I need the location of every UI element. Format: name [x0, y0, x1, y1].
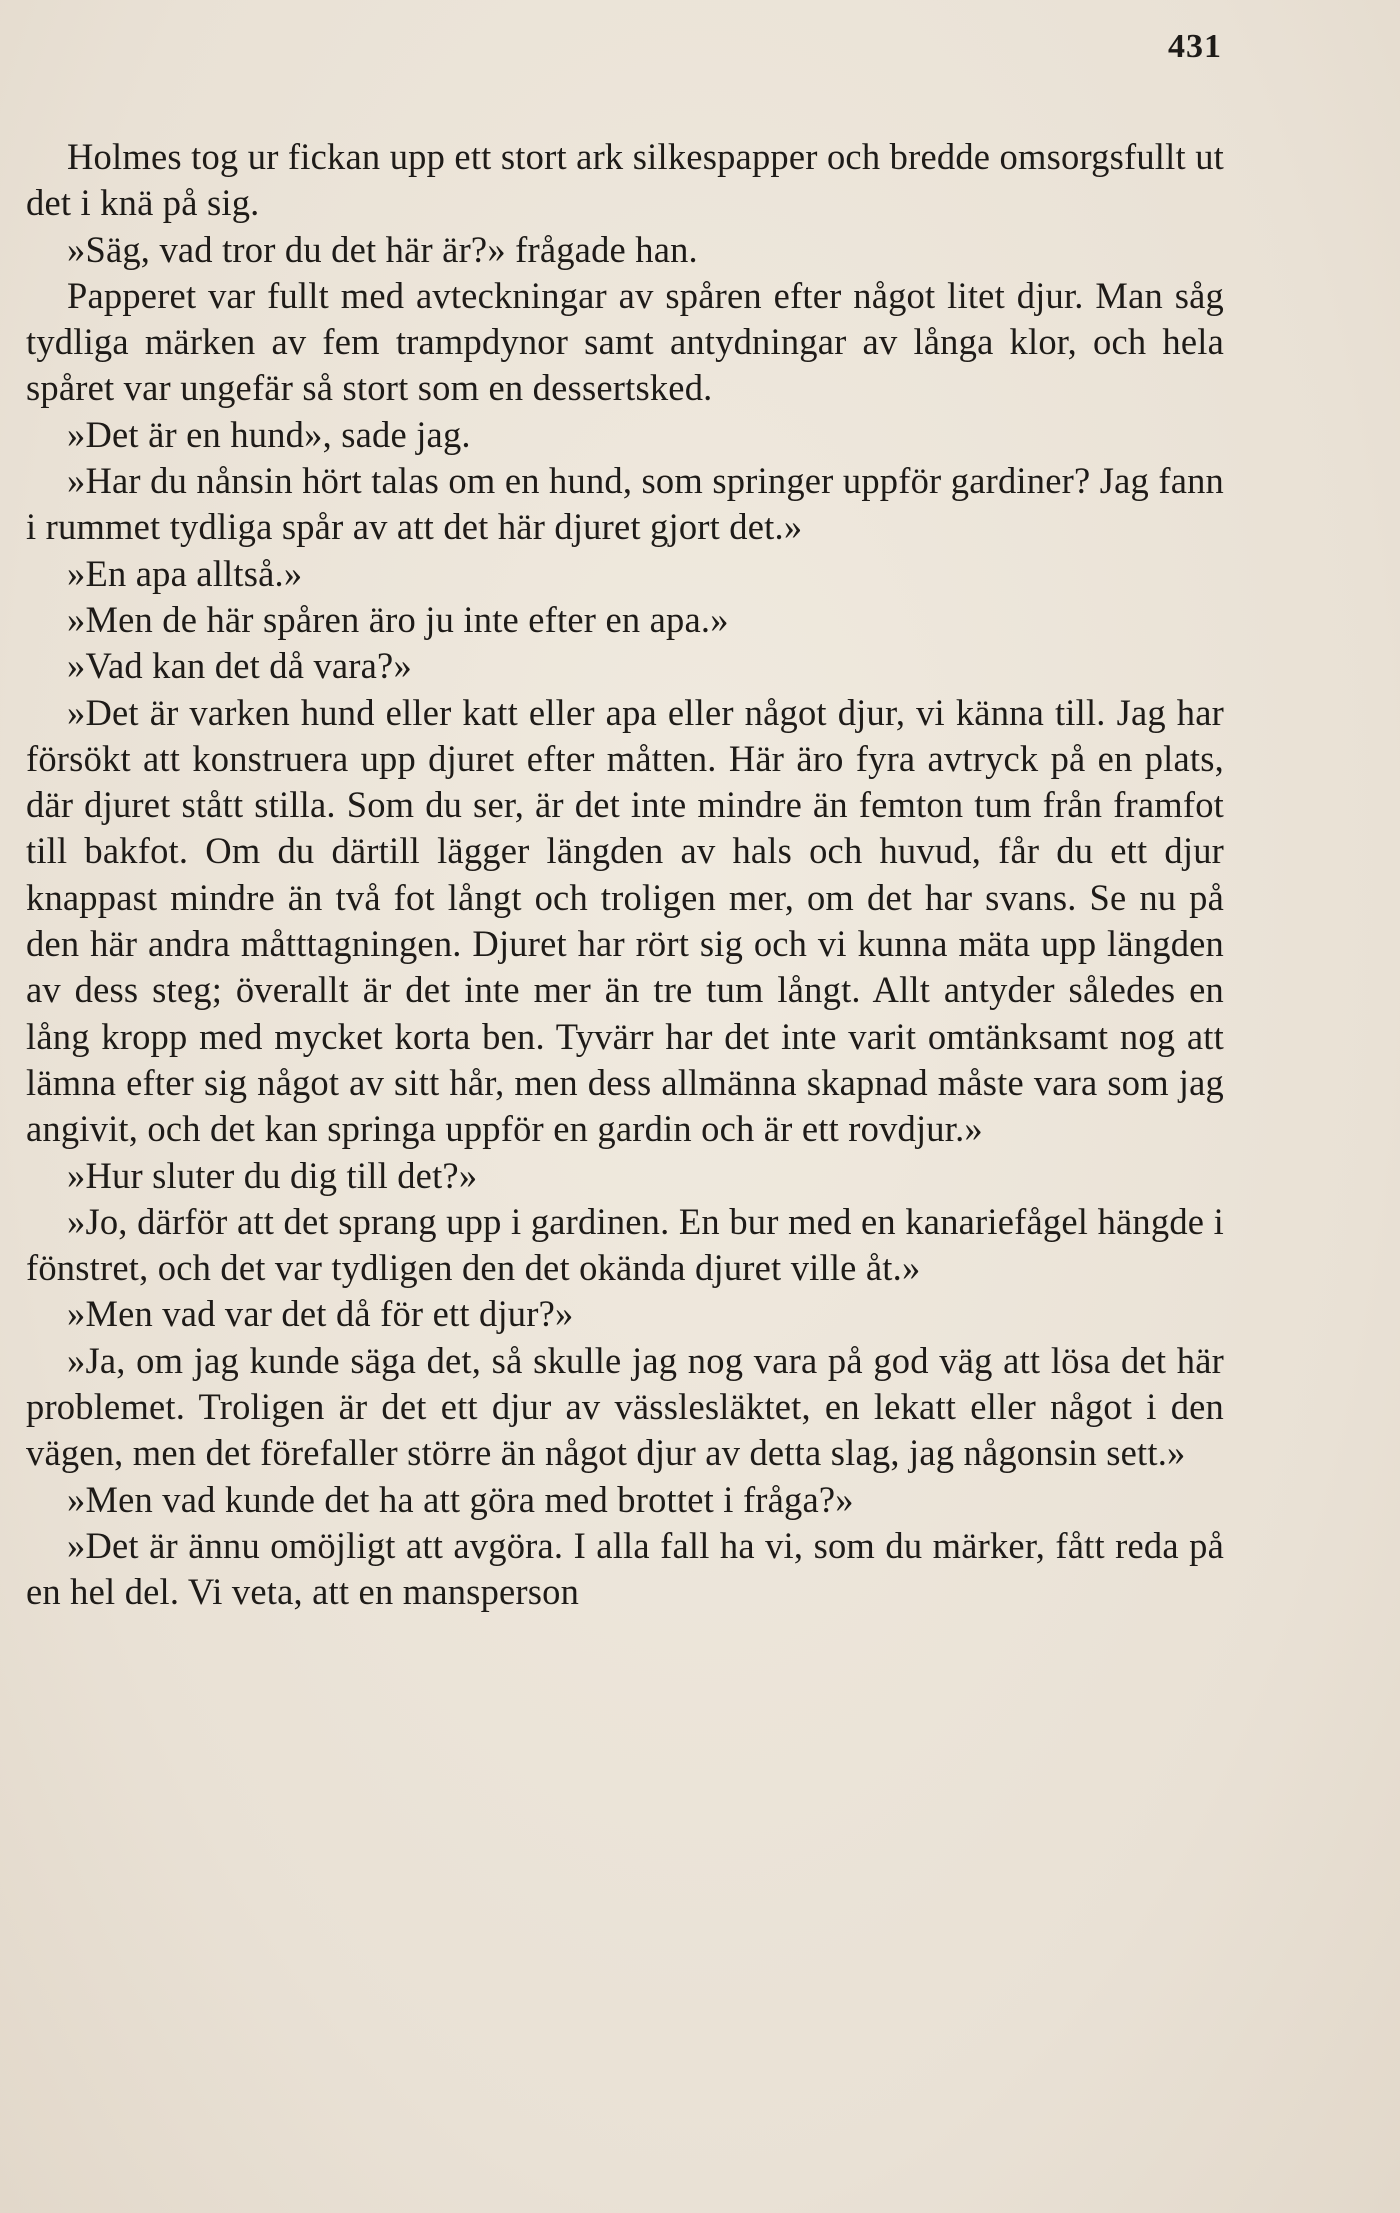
page-number: 431	[1168, 28, 1222, 65]
paragraph: »Jo, därför att det sprang upp i gardinen. En bur med en kanariefågel hängde i fönstret, och det var tydligen den det okända djuret ville åt.»	[26, 1200, 1224, 1289]
paragraph: »Hur sluter du dig till det?»	[67, 1154, 478, 1196]
paragraph: »Ja, om jag kunde säga det, så skulle jag nog vara på god väg att lösa det här problemet. Troligen är det ett djur av vässlesläktet, en lekatt eller något i den vägen, men det förefaller större än något djur av detta slag, jag någonsin sett.»	[26, 1339, 1224, 1474]
paragraph: »Men vad var det då för ett djur?»	[67, 1293, 574, 1335]
paragraph: »Säg, vad tror du det här är?» frågade han.	[67, 228, 698, 270]
paragraph: »Det är ännu omöjligt att avgöra. I alla fall ha vi, som du märker, fått reda på en hel del. Vi veta, att en mansperson	[26, 1524, 1224, 1613]
paragraph: »Det är varken hund eller katt eller apa eller något djur, vi känna till. Jag har försökt att konstruera upp djuret efter måtten. Här äro fyra avtryck på en plats, där djuret stått stilla. Som du ser, är det inte mindre än femton tum från framfot till bakfot. Om du därtill lägger längden av hals och huvud, får du ett djur knappast mindre än två fot långt och troligen mer, om det har svans. Se nu på den här andra måtttagningen. Djuret har rört sig och vi kunna mäta upp längden av dess steg; överallt är det inte mer än tre tum långt. Allt antyder således en lång kropp med mycket korta ben. Tyvärr har det inte varit omtänksamt nog att lämna efter sig något av sitt hår, men dess allmänna skapnad måste vara som jag angivit, och det kan springa uppför en gardin och är ett rovdjur.»	[26, 691, 1224, 1150]
paragraph: »Men de här spåren äro ju inte efter en apa.»	[67, 598, 729, 640]
paragraph: Holmes tog ur fickan upp ett stort ark silkespapper och bredde omsorgsfullt ut det i knä på sig.	[26, 136, 1224, 224]
paragraph: Papperet var fullt med avteckningar av spåren efter något litet djur. Man såg tydliga märken av fem trampdynor samt antydningar av långa klor, och hela spåret var ungefär så stort som en dessertsked.	[26, 274, 1224, 409]
paragraph: »Men vad kunde det ha att göra med brottet i fråga?»	[67, 1478, 854, 1520]
paragraph: »Vad kan det då vara?»	[67, 645, 412, 687]
paragraph: »En apa alltså.»	[67, 552, 303, 594]
body-text	[26, 134, 1224, 1616]
paragraph: »Har du nånsin hört talas om en hund, som springer uppför gardiner? Jag fann i rummet tydliga spår av att det här djuret gjort det.»	[26, 460, 1224, 548]
paragraph: »Det är en hund», sade jag.	[67, 413, 471, 455]
